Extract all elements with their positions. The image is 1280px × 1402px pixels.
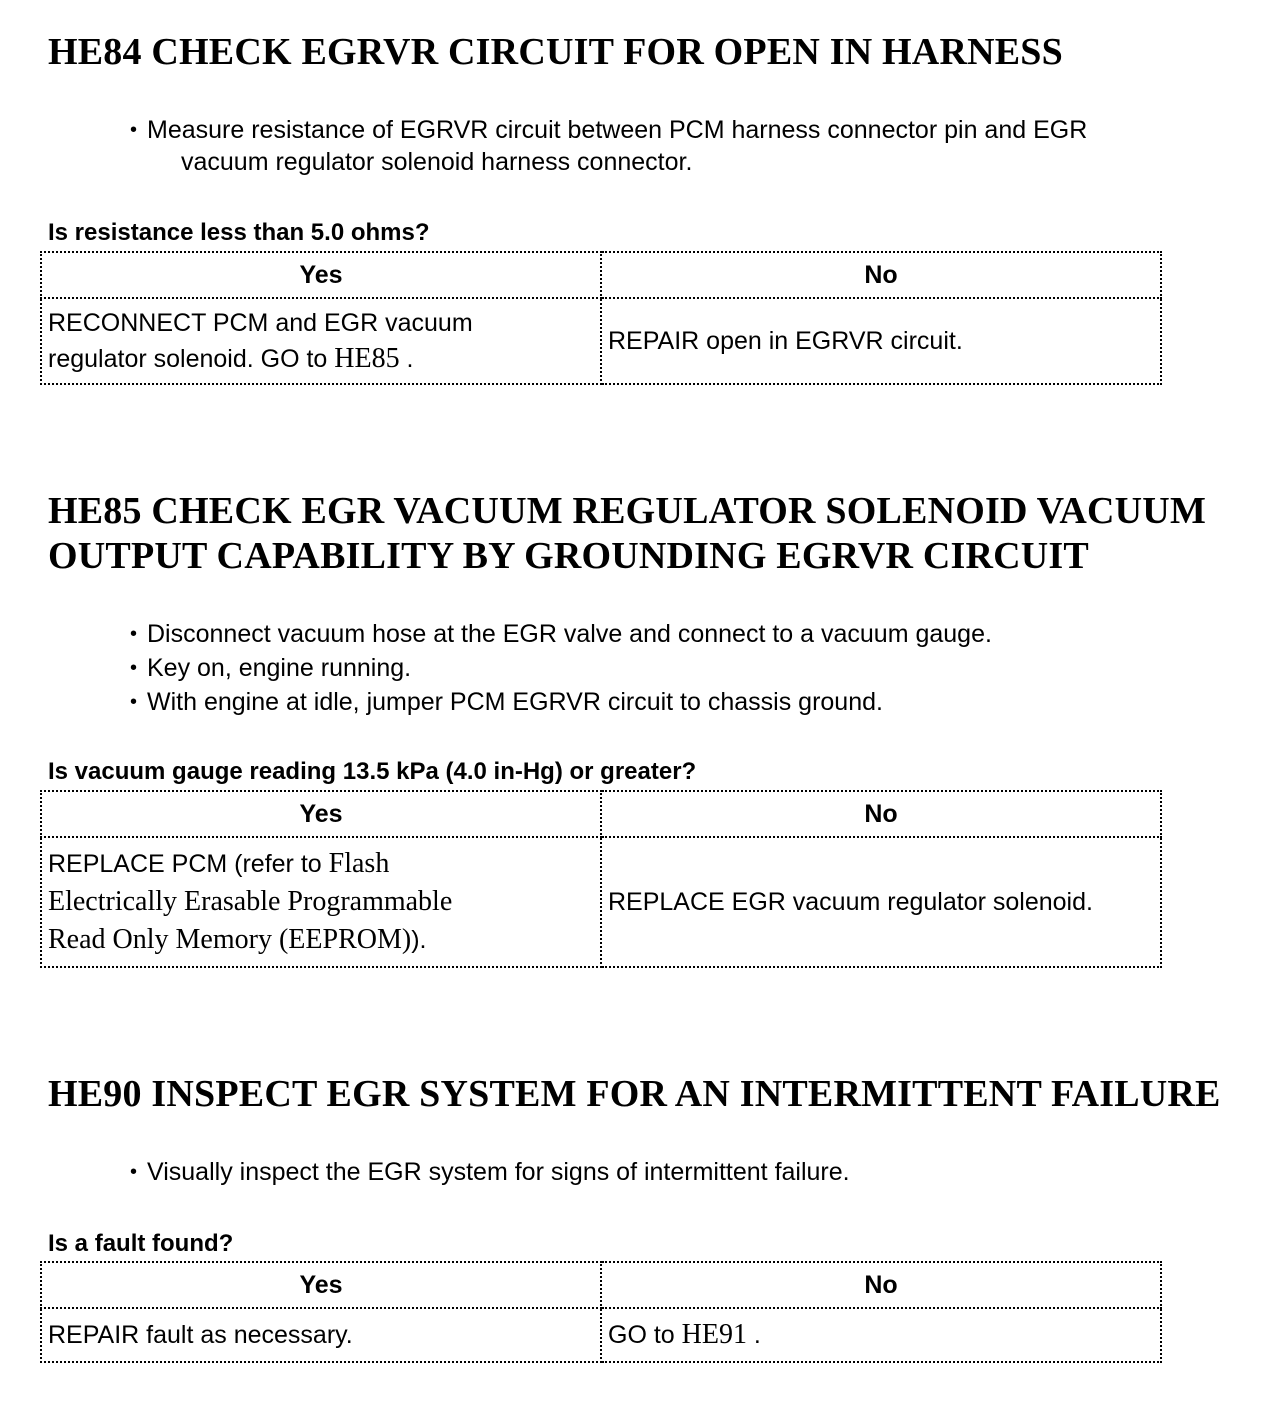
- table-row: [41, 837, 1161, 967]
- yes-header: Yes: [41, 1262, 601, 1308]
- instruction-list: [130, 113, 1087, 177]
- instruction-text: Key on, engine running.: [147, 654, 412, 682]
- no-header: No: [601, 791, 1161, 837]
- question: Is vacuum gauge reading 13.5 kPa (4.0 in-Hg) or greater?: [48, 758, 697, 785]
- no-text-suffix: .: [746, 1321, 761, 1349]
- section-title-line2: OUTPUT CAPABILITY BY GROUNDING EGRVR CIRCUIT: [48, 535, 1089, 577]
- yes-text-suffix: .: [399, 345, 414, 373]
- question: Is resistance less than 5.0 ohms?: [48, 219, 430, 246]
- step-link-he85[interactable]: HE85: [334, 343, 400, 374]
- yes-text-line2: regulator solenoid. GO to: [48, 345, 335, 373]
- yes-cell: [41, 837, 601, 967]
- section-title-line1: HE85 CHECK EGR VACUUM REGULATOR SOLENOID VACUUM: [48, 490, 1207, 532]
- instruction-text: Visually inspect the EGR system for signs of intermittent failure.: [147, 1158, 850, 1186]
- list-item: [130, 651, 992, 685]
- section-title: HE84 CHECK EGRVR CIRCUIT FOR OPEN IN HARNESS: [48, 31, 1063, 73]
- instruction-text: With engine at idle, jumper PCM EGRVR circuit to chassis ground.: [147, 688, 883, 716]
- instruction-list: [130, 617, 992, 719]
- yes-header: Yes: [41, 791, 601, 837]
- eeprom-reference-link[interactable]: Flash Electrically Erasable Programmable Read Only Memory (EEPROM): [48, 848, 453, 955]
- step-link-he91[interactable]: HE91: [681, 1319, 747, 1350]
- no-text-prefix: GO to: [608, 1321, 682, 1349]
- yes-no-table: [40, 251, 1162, 385]
- question: Is a fault found?: [48, 1230, 234, 1257]
- table-row: [41, 1308, 1161, 1362]
- table-header-row: [41, 252, 1161, 298]
- yes-no-table: [40, 1261, 1162, 1363]
- list-item: [130, 617, 992, 651]
- no-header: No: [601, 1262, 1161, 1308]
- list-item: [130, 685, 992, 719]
- yes-no-table: [40, 790, 1162, 968]
- list-item: [130, 113, 1087, 177]
- yes-header: Yes: [41, 252, 601, 298]
- bullet-icon: •: [130, 1161, 138, 1183]
- no-cell: REPAIR open in EGRVR circuit.: [601, 298, 1161, 384]
- instruction-text: Measure resistance of EGRVR circuit between PCM harness connector pin and EGR: [147, 116, 1088, 144]
- section-title: HE90 INSPECT EGR SYSTEM FOR AN INTERMITTENT FAILURE: [48, 1073, 1221, 1115]
- yes-text-suffix: ).: [411, 926, 427, 954]
- table-row: [41, 298, 1161, 384]
- table-header-row: [41, 1262, 1161, 1308]
- list-item: [130, 1155, 850, 1189]
- yes-text-prefix: REPLACE PCM (refer to: [48, 850, 329, 878]
- bullet-icon: •: [130, 691, 138, 713]
- no-header: No: [601, 252, 1161, 298]
- bullet-icon: •: [130, 119, 138, 141]
- instruction-text-continued: vacuum regulator solenoid harness connector.: [181, 148, 693, 176]
- no-cell: REPLACE EGR vacuum regulator solenoid.: [601, 837, 1161, 967]
- yes-text-line1: RECONNECT PCM and EGR vacuum: [48, 309, 473, 337]
- bullet-icon: •: [130, 623, 138, 645]
- instruction-list: [130, 1155, 850, 1189]
- no-cell: [601, 1308, 1161, 1362]
- bullet-icon: •: [130, 657, 138, 679]
- yes-cell: REPAIR fault as necessary.: [41, 1308, 601, 1362]
- instruction-text: Disconnect vacuum hose at the EGR valve and connect to a vacuum gauge.: [147, 620, 992, 648]
- section-title: [48, 489, 1206, 579]
- yes-cell: [41, 298, 601, 384]
- table-header-row: [41, 791, 1161, 837]
